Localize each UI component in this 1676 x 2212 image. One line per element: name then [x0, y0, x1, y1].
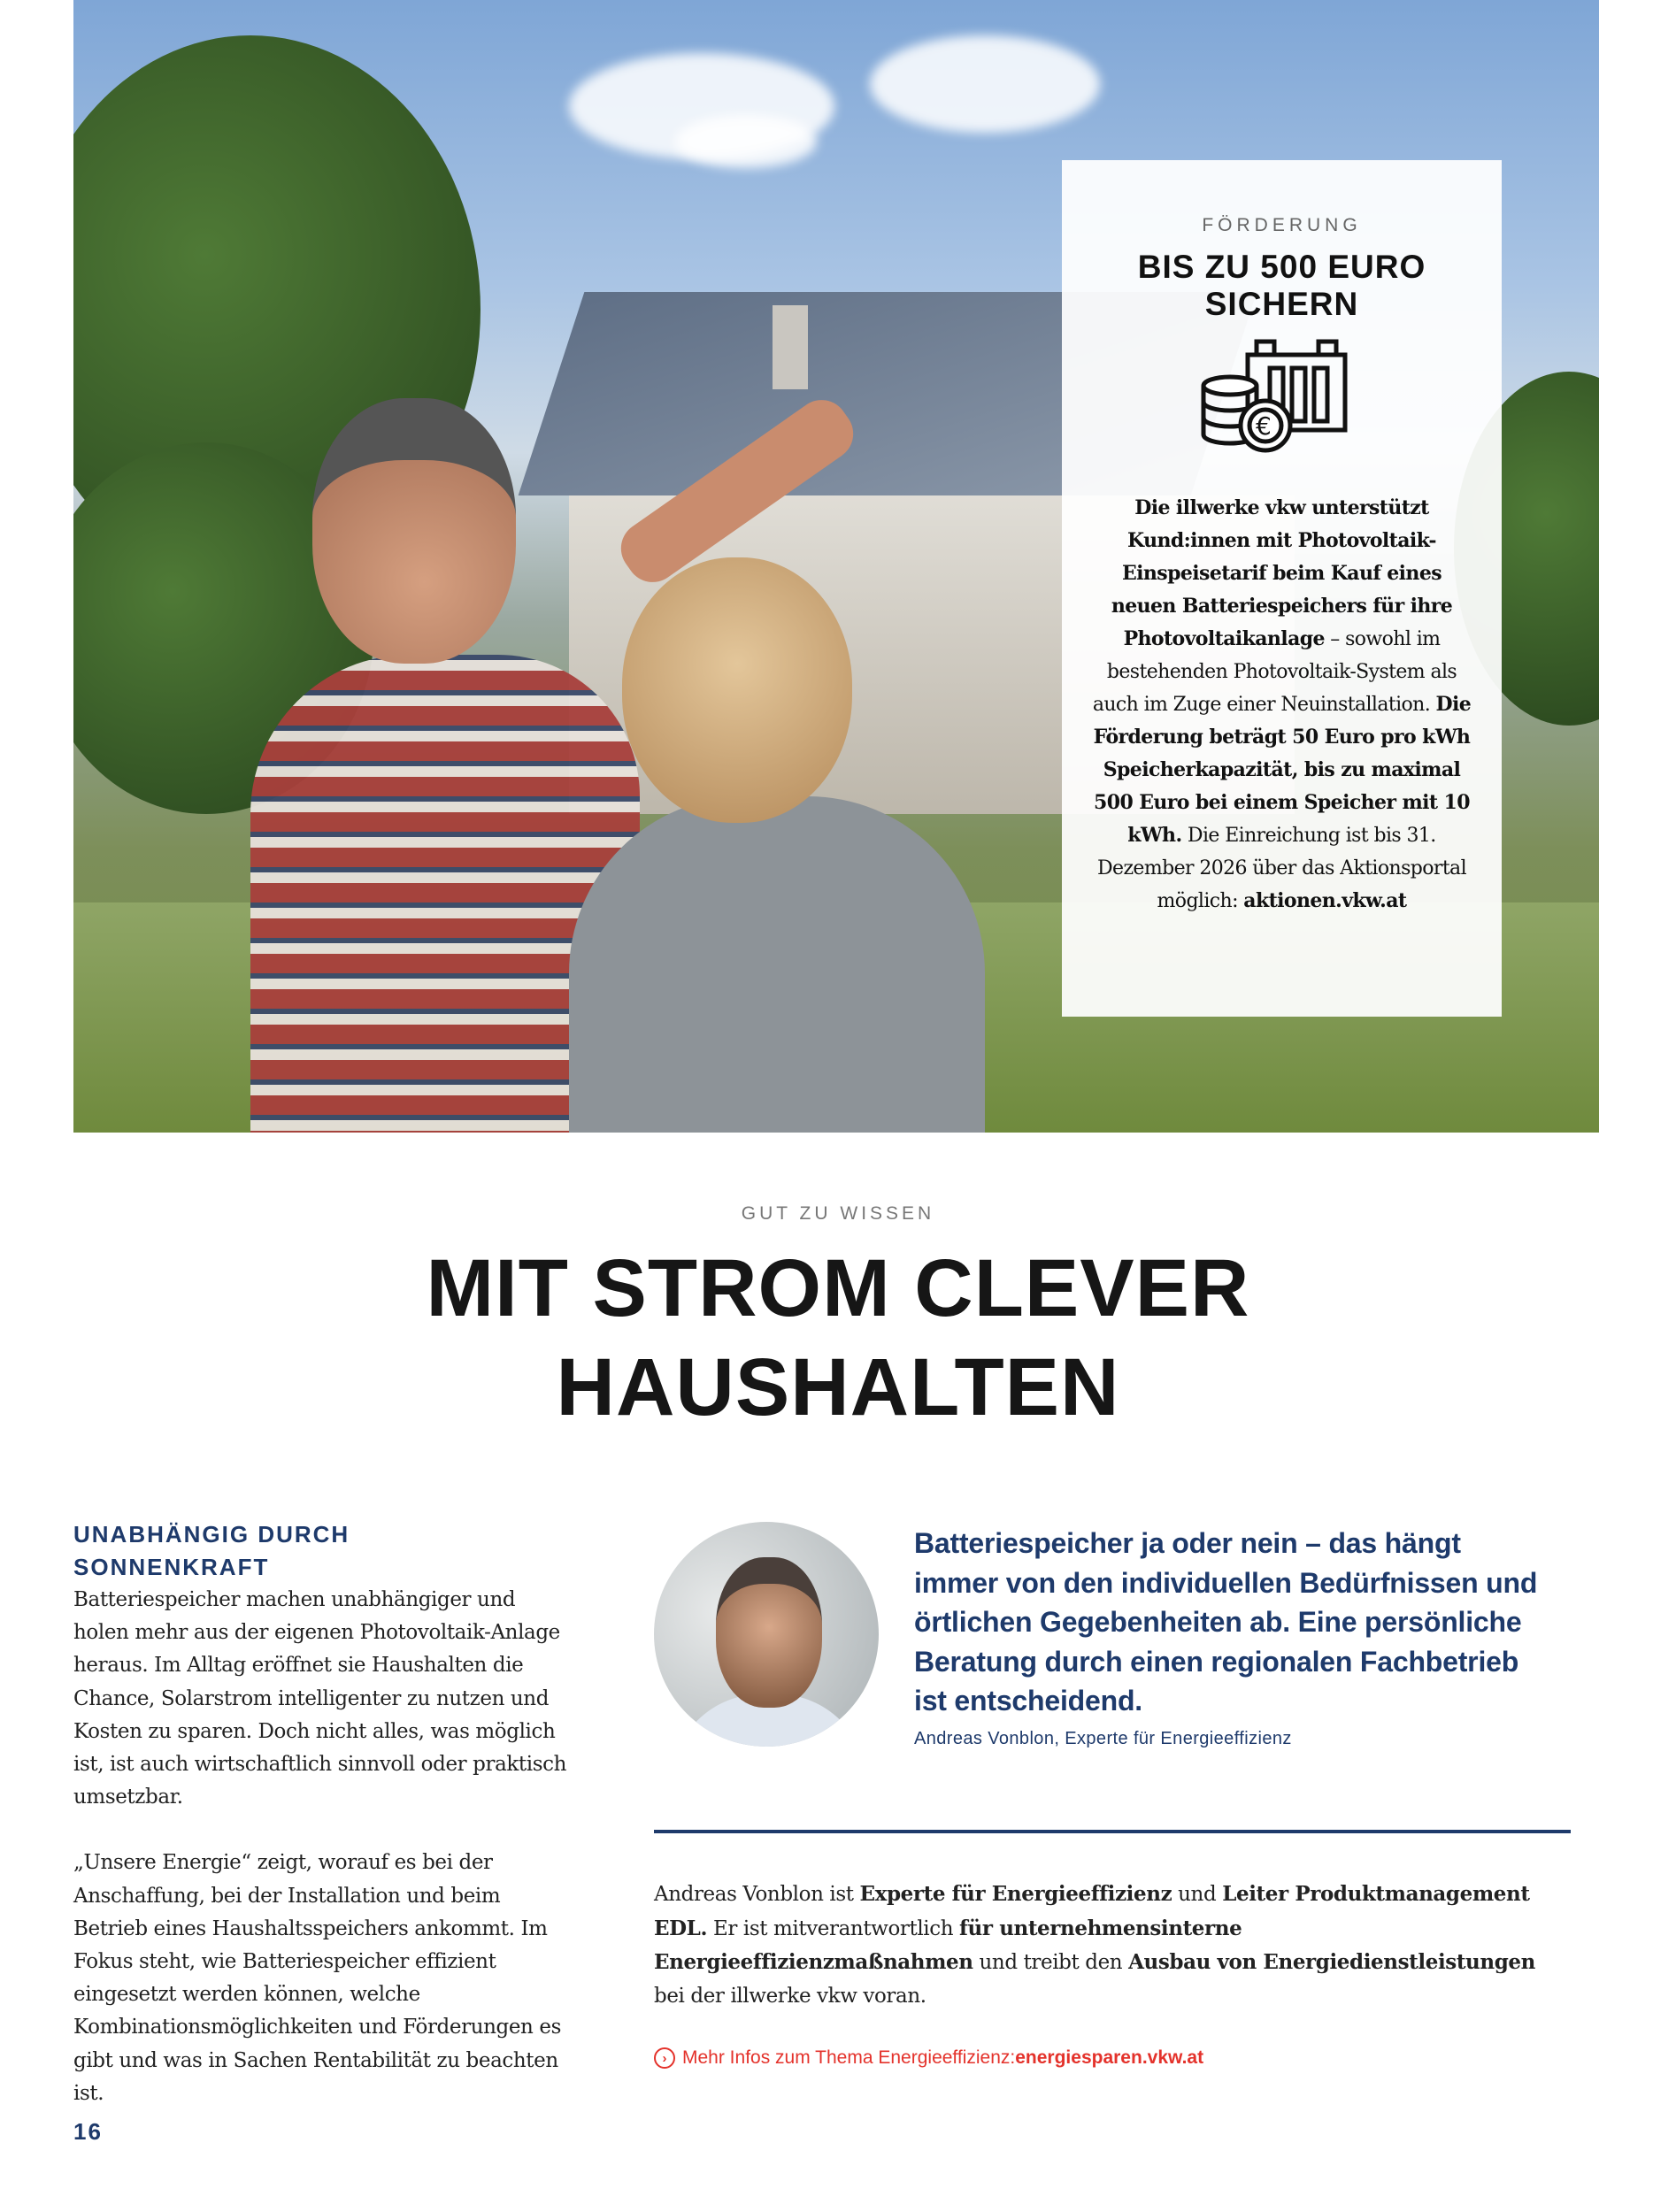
expert-portrait	[654, 1522, 879, 1747]
divider	[654, 1830, 1571, 1833]
aktionen-link[interactable]: aktionen.vkw.at	[1243, 889, 1407, 912]
infobox-kicker: FÖRDERUNG	[1202, 215, 1362, 235]
battery-coins-euro-icon	[1199, 337, 1358, 461]
chevron-circle-icon: ›	[654, 2047, 675, 2069]
more-info-line	[654, 2047, 1203, 2069]
left-column	[73, 1518, 569, 2110]
infobox-title	[1062, 249, 1502, 323]
paragraph: „Unsere Energie“ zeigt, worauf es bei der Anschaffung, bei der Installation und beim Betrieb eines Haushaltsspeichers ankommt. Im Fokus steht, wie Batteriespeicher effizient eingesetzt werden können, welche Kombinationsmöglichkeiten und Förderungen es gibt und was in Sachen Rentabilität zu beachten ist.	[73, 1851, 561, 2105]
energiesparen-link[interactable]: energiesparen.vkw.at	[1015, 2047, 1204, 2068]
page-number: 16	[73, 2118, 103, 2145]
headline-line: MIT STROM CLEVER	[426, 1243, 1250, 1333]
funding-info-box	[1062, 160, 1502, 1017]
paragraph: Batteriespeicher machen unabhängiger und holen mehr aus der eigenen Photovoltaik-Anlage heraus. Im Alltag eröffnet sie Haushalten die Chance, Solarstrom intelligenter zu nutzen und Kosten zu sparen. Doch nicht alles, was möglich ist, ist auch wirtschaftlich sinnvoll oder praktisch umsetzbar.	[73, 1588, 567, 1809]
section-subhead: UNABHÄNGIG DURCH SONNENKRAFT	[73, 1521, 350, 1580]
quote-attribution: Andreas Vonblon, Experte für Energieeffizienz	[914, 1729, 1292, 1748]
infobox-text: Die illwerke vkw unterstützt Kund:innen mit Photovoltaik-Einspeisetarif beim Kauf eines neuen Batteriespeichers für ihre Photovoltaikanlage – sowohl im bestehenden Photovoltaik-System als auch im Zuge einer Neuinstallation. Die Förderung beträgt 50 Euro pro kWh Speicherkapazität, bis zu maximal 500 Euro bei einem Speicher mit 10 kWh. Die Einreichung ist bis 31. Dezember 2026 über das Aktionsportal möglich: aktionen.vkw.at	[1092, 496, 1472, 912]
infobox-title-line: SICHERN	[1204, 286, 1359, 322]
expert-bio: Andreas Vonblon ist Experte für Energieeffizienz und Leiter Produktmanagement EDL. Er ist mitverantwortlich für unternehmensinterne Energieeffizienzmaßnahmen und treibt den Ausbau von Energiedienstleistungen bei der illwerke vkw voran.	[654, 1882, 1535, 2008]
infobox-title-line: BIS ZU 500 EURO	[1137, 249, 1426, 285]
svg-text:€: €	[1256, 411, 1272, 441]
article-headline	[0, 1239, 1676, 1437]
headline-line: HAUSHALTEN	[556, 1342, 1120, 1432]
article-kicker: GUT ZU WISSEN	[741, 1203, 935, 1224]
expert-quote: Batteriespeicher ja oder nein – das hängt immer von den individuellen Bedürfnissen und örtlichen Gegebenheiten ab. Eine persönliche Beratung durch einen regionalen Fachbetrieb ist entscheidend.	[914, 1527, 1538, 1717]
more-info-label: Mehr Infos zum Thema Energieeffizienz:	[682, 2047, 1016, 2068]
